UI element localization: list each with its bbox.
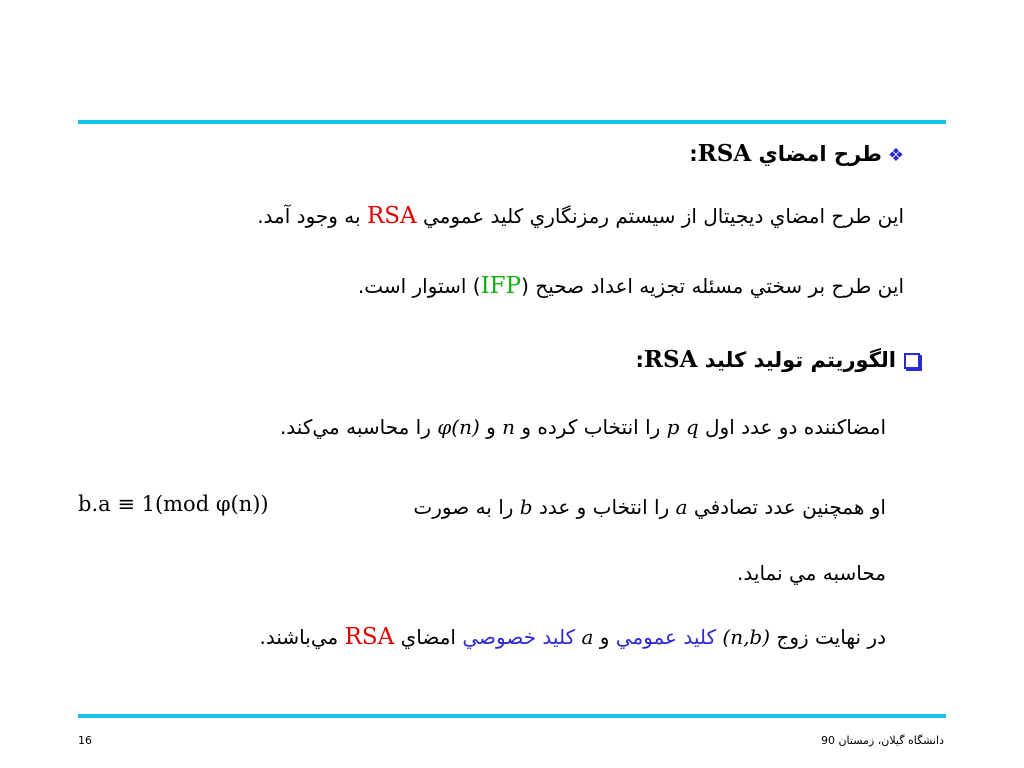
diamond-bullet-icon: ❖: [887, 145, 904, 166]
step-compute: محاسبه مي نمايد.: [737, 561, 886, 585]
square-bullet-icon: [904, 353, 920, 369]
footer-institution: دانشگاه گيلان، زمستان 90: [820, 734, 944, 747]
heading-key-generation: الگوريتم توليد كليد RSA:: [635, 346, 920, 373]
bottom-rule: [78, 714, 946, 718]
top-rule: [78, 120, 946, 124]
step-choose-primes: امضاكننده دو عدد اول p q را انتخاب كرده و n و φ(n) را محاسبه مي‌كند.: [279, 415, 886, 439]
heading-rsa-signature: ❖طرح امضاي RSA:: [689, 140, 904, 167]
congruence-formula: b.a ≡ 1(mod φ(n)): [78, 492, 269, 516]
step-choose-a-b: او همچنين عدد تصادفي a را انتخاب و عدد b را به صورت: [413, 495, 886, 519]
step-key-pair: در نهايت زوج (n,b) كليد عمومي و a كليد خصوصي امضاي RSA مي‌باشند.: [259, 624, 886, 650]
page-number: 16: [78, 734, 92, 747]
paragraph-origin: اين طرح امضاي ديجيتال از سيستم رمزنگاري كليد عمومي RSA به وجود آمد.: [257, 203, 904, 229]
paragraph-ifp: اين طرح بر سختي مسئله تجزيه اعداد صحيح (IFP) استوار است.: [357, 273, 904, 299]
